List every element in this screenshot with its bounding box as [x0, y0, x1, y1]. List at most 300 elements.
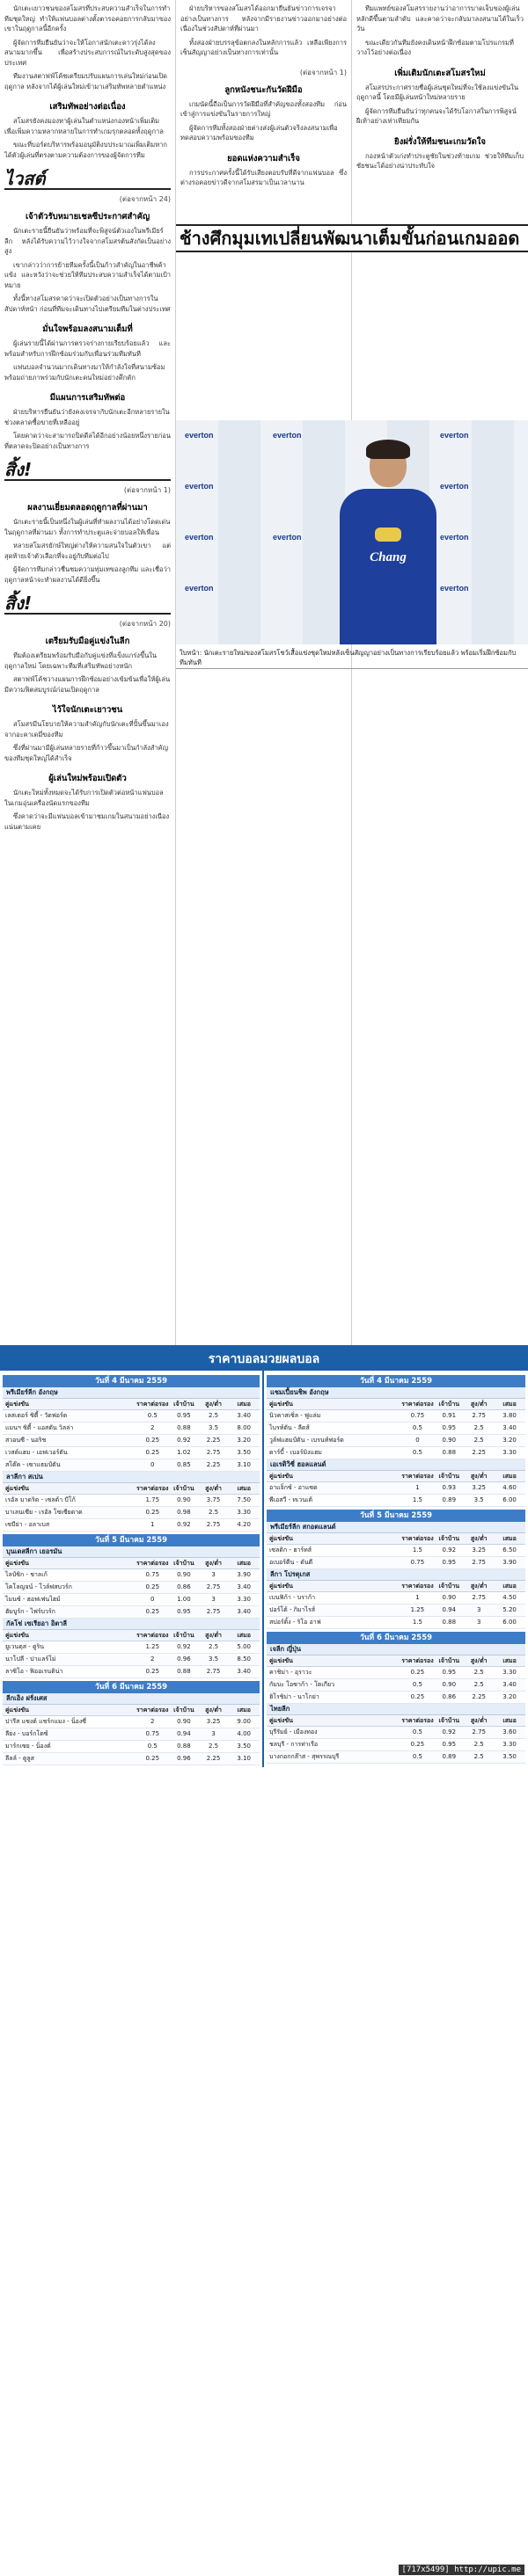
sponsor-logo-icon	[375, 528, 401, 542]
over-under-value: 2.5	[473, 1753, 484, 1760]
odds-row	[267, 1545, 525, 1557]
odds-row	[3, 1594, 260, 1606]
odds-column-left	[0, 1371, 264, 1767]
draw-odds: 6.00	[502, 1619, 517, 1626]
handicap-value: 0.25	[145, 1755, 160, 1762]
odds-row	[267, 1423, 525, 1435]
subheading: มีแผนการเสริมทัพต่อ	[49, 393, 126, 403]
home-odds: 1.00	[177, 1596, 191, 1603]
home-odds: 0.95	[442, 1559, 457, 1566]
odds-row	[267, 1435, 525, 1447]
draw-odds: 3.20	[502, 1437, 517, 1444]
header-over-under: สูง/ต่ำ	[470, 1657, 488, 1664]
subheading: ไว้ใจนักเตะเยาวชน	[52, 705, 123, 715]
draw-odds: 3.60	[502, 1728, 517, 1736]
over-under-value: 3	[476, 1619, 481, 1626]
home-odds: 0.92	[442, 1546, 457, 1554]
body-paragraph: ซึ่งคาดว่าจะมีแฟนบอลเข้ามาชมเกมในสนามอย่างเนืองแน่นตามเคย	[4, 812, 170, 831]
match-name: ไบรท์ตัน - ลีดส์	[269, 1424, 310, 1431]
draw-odds: 4.50	[502, 1594, 517, 1601]
match-name: พีเอสวี - ทเวนเต้	[269, 1496, 313, 1503]
article-block	[356, 135, 524, 171]
body-paragraph: นักเตะรายนี้ยืนยันว่าพร้อมที่จะพิสูจน์ตัวเองในพรีเมียร์ลีก หลังได้รับความไว้วางใจจากสโมสรต้นสังกัดเป็นอย่างสูง	[4, 227, 171, 255]
player-hair	[366, 440, 410, 459]
odds-table-header	[267, 1533, 525, 1545]
odds-title: ราคาบอลมวยผลบอล	[0, 1348, 528, 1371]
header-draw: เสมอ	[502, 1657, 517, 1664]
body-paragraph: การประกาศครั้งนี้ได้รับเสียงตอบรับที่ดีจากแฟนบอล ซึ่งต่างรอคอยข่าวดีจากสโมสรมาเป็นเวลานาน	[180, 168, 347, 186]
header-draw: เสมอ	[502, 1535, 517, 1542]
header-match: คู่แข่งขัน	[5, 1632, 29, 1639]
article-column-middle	[176, 0, 352, 1345]
header-home: เจ้าบ้าน	[438, 1401, 460, 1408]
body-paragraph: ผู้จัดการทีมทั้งสองฝ่ายต่างส่งผู้เล่นตัวจริงลงสนามเพื่อทดสอบความพร้อมของทีม	[180, 123, 338, 142]
home-odds: 0.88	[177, 1743, 191, 1750]
odds-row	[3, 1728, 260, 1741]
over-under-value: 2.5	[473, 1669, 484, 1676]
home-odds: 0.98	[177, 1509, 191, 1516]
match-name: เวสต์แฮม - เอฟเวอร์ตัน	[5, 1449, 68, 1456]
league-header: ลาลีกา สเปน	[3, 1472, 260, 1483]
match-name: เซลติก - ฮาร์ทส์	[269, 1546, 312, 1554]
match-name: บุรีรัมย์ - เมืองทอง	[269, 1728, 318, 1736]
body-paragraph: ผู้จัดการทีมยืนยันว่าทุกคนจะได้รับโอกาสในการพิสูจน์ฝีเท้าอย่างเท่าเทียมกัน	[356, 106, 517, 125]
home-odds: 0.93	[442, 1484, 457, 1491]
handicap-value: 2	[150, 1718, 155, 1725]
odds-row	[3, 1447, 260, 1459]
header-home: เจ้าบ้าน	[438, 1473, 460, 1480]
body-paragraph: หลายสโมสรยักษ์ใหญ่ต่างให้ความสนใจในตัวเขา แต่สุดท้ายเจ้าตัวเลือกที่จะอยู่กับทีมต่อไป	[4, 542, 171, 560]
home-odds: 0.94	[442, 1606, 457, 1613]
handicap-value: 0.75	[410, 1559, 425, 1566]
home-odds: 0.90	[177, 1718, 191, 1725]
header-draw: เสมอ	[502, 1473, 517, 1480]
header-handicap: ราคาต่อรอง	[136, 1706, 169, 1714]
odds-row	[267, 1667, 525, 1679]
draw-odds: 3.90	[502, 1559, 517, 1566]
draw-odds: 3.80	[502, 1412, 517, 1419]
over-under-value: 2.25	[206, 1461, 221, 1468]
body-paragraph: สตาฟฟ์โค้ชวางแผนการฝึกซ้อมอย่างเข้มข้นเพื่อให้ผู้เล่นมีความฟิตสมบูรณ์ก่อนเปิดฤดูกาล	[4, 675, 171, 694]
odds-table-header	[3, 1483, 260, 1495]
home-odds: 0.90	[442, 1681, 457, 1688]
handicap-value: 0.25	[145, 1668, 160, 1675]
header-match: คู่แข่งขัน	[269, 1401, 293, 1408]
article-block	[180, 67, 347, 143]
article-block	[4, 4, 171, 91]
handicap-value: 1.75	[145, 1496, 160, 1503]
over-under-value: 3.5	[208, 1424, 219, 1431]
odds-row	[267, 1739, 525, 1751]
league-header: เจลีก ญี่ปุ่น	[267, 1644, 525, 1655]
handicap-value: 0.25	[145, 1509, 160, 1516]
over-under-value: 2.5	[208, 1743, 219, 1750]
sponsor-wall-logo: everton	[185, 584, 214, 593]
header-match: คู่แข่งขัน	[269, 1583, 293, 1590]
header-over-under: สูง/ต่ำ	[470, 1535, 488, 1542]
continuation-note: (ต่อจากหน้า 1)	[299, 68, 347, 76]
match-name: เลสเตอร์ ซิตี้ - วัตฟอร์ด	[5, 1412, 68, 1419]
odds-row	[267, 1557, 525, 1569]
odds-row	[3, 1495, 260, 1507]
subheading: มั่นใจพร้อมลงสนามเต็มที่	[42, 324, 133, 334]
subheading: เตรียมรับมือคู่แข่งในลีก	[45, 637, 130, 646]
over-under-value: 3	[211, 1596, 216, 1603]
match-name: นาโปลี - ปาแลร์โม่	[5, 1655, 56, 1663]
odds-table-header	[267, 1471, 525, 1482]
match-name: เซบีย่า - อลาเบส	[5, 1521, 50, 1528]
header-over-under: สูง/ต่ำ	[205, 1632, 222, 1639]
player-photo	[176, 420, 528, 644]
over-under-value: 2.75	[472, 1412, 486, 1419]
odds-row	[3, 1435, 260, 1447]
handicap-value: 0.5	[412, 1753, 422, 1760]
draw-odds: 3.10	[237, 1755, 251, 1762]
odds-row	[3, 1654, 260, 1666]
sponsor-wall-logo: everton	[440, 431, 469, 440]
draw-odds: 3.20	[502, 1693, 517, 1700]
header-home: เจ้าบ้าน	[438, 1583, 460, 1590]
date-bar: วันที่ 4 มีนาคม 2559	[267, 1375, 525, 1387]
odds-row	[3, 1507, 260, 1519]
odds-table-header	[3, 1399, 260, 1410]
home-odds: 0.90	[177, 1571, 191, 1578]
body-paragraph: นักเตะรายนี้เป็นหนึ่งในผู้เล่นที่ทำผลงานได้อย่างโดดเด่นในฤดูกาลที่ผ่านมา ทั้งการทำประตูและจ่ายบอลให้เพื่อน	[4, 518, 171, 536]
article-block	[4, 772, 171, 832]
header-match: คู่แข่งขัน	[5, 1485, 29, 1492]
handicap-value: 0.75	[145, 1571, 160, 1578]
header-home: เจ้าบ้าน	[173, 1706, 194, 1714]
header-handicap: ราคาต่อรอง	[136, 1401, 169, 1408]
handicap-value: 0	[150, 1596, 155, 1603]
header-match: คู่แข่งขัน	[269, 1657, 293, 1664]
header-match: คู่แข่งขัน	[269, 1473, 293, 1480]
draw-odds: 3.30	[502, 1449, 517, 1456]
over-under-value: 2.25	[472, 1693, 486, 1700]
draw-odds: 3.50	[502, 1753, 517, 1760]
body-paragraph: ขณะที่บอร์ดบริหารพร้อมอนุมัติงบประมาณเพิ่มเติมหากได้ตัวผู้เล่นที่ตรงตามความต้องการของผู้จัดการทีม	[4, 141, 167, 159]
body-paragraph: ฝ่ายบริหารยืนยันว่ายังคงเจรจากับนักเตะอีกหลายรายในช่วงตลาดซื้อขายที่เหลืออยู่	[4, 408, 170, 426]
header-draw: เสมอ	[237, 1401, 251, 1408]
over-under-value: 2.25	[472, 1449, 486, 1456]
subheading: เพิ่มเติมนักเตะสโมสรใหม่	[394, 68, 486, 78]
home-odds: 0.95	[177, 1412, 191, 1419]
header-match: คู่แข่งขัน	[5, 1401, 29, 1408]
date-bar: วันที่ 6 มีนาคม 2559	[3, 1681, 260, 1693]
date-bar: วันที่ 6 มีนาคม 2559	[267, 1632, 525, 1644]
header-handicap: ราคาต่อรอง	[401, 1583, 434, 1590]
over-under-value: 2.5	[208, 1412, 219, 1419]
article-block	[4, 323, 171, 382]
match-name: ฮิโรชิม่า - นาโกย่า	[269, 1693, 319, 1700]
header-home: เจ้าบ้าน	[173, 1560, 194, 1567]
subheading: ผลงานเยี่ยมตลอดฤดูกาลที่ผ่านมา	[27, 503, 148, 513]
article-block	[180, 152, 347, 188]
home-odds: 0.95	[177, 1608, 191, 1615]
league-header: พรีเมียร์ลีก อังกฤษ	[3, 1387, 260, 1399]
draw-odds: 5.00	[237, 1643, 251, 1650]
match-name: สวอนซี - นอริช	[5, 1437, 47, 1444]
article-block	[4, 703, 171, 763]
draw-odds: 9.00	[237, 1718, 251, 1725]
odds-table-header	[3, 1705, 260, 1716]
header-home: เจ้าบ้าน	[173, 1632, 194, 1639]
match-name: ไมนซ์ - ฮอฟเฟนไฮม์	[5, 1596, 61, 1603]
match-name: บาเลนเซีย - เรอัล โซเซียดาด	[5, 1509, 83, 1516]
handicap-value: 0.25	[145, 1583, 160, 1590]
header-over-under: สูง/ต่ำ	[205, 1706, 222, 1714]
article-block	[356, 67, 524, 127]
header-over-under: สูง/ต่ำ	[470, 1583, 488, 1590]
match-name: อาแจ็กซ์ - อาแซด	[269, 1484, 318, 1491]
league-header: ลีกเอิง ฝรั่งเศส	[3, 1693, 260, 1705]
home-odds: 0.90	[177, 1496, 191, 1503]
match-name: แมนฯ ซิตี้ - แอสตัน วิลล่า	[5, 1424, 74, 1431]
match-name: ฮัมบูร์ก - ไฟร์บวร์ก	[5, 1608, 55, 1615]
home-odds: 0.89	[442, 1753, 457, 1760]
draw-odds: 3.10	[237, 1461, 251, 1468]
body-paragraph: เขากล่าวว่าการย้ายทีมครั้งนี้เป็นก้าวสำคัญในอาชีพค้าแข้ง และหวังว่าจะช่วยให้ทีมประสบความสำเร็จได้ตามเป้าหมาย	[4, 260, 171, 289]
odds-row	[267, 1447, 525, 1459]
home-odds: 0.95	[442, 1424, 457, 1431]
article-block	[4, 100, 171, 160]
home-odds: 1.02	[177, 1449, 191, 1456]
handicap-value: 1	[415, 1484, 420, 1491]
match-name: ไลป์ซิก - ชาลเก้	[5, 1571, 48, 1578]
match-name: คาชิม่า - อุราวะ	[269, 1669, 312, 1676]
draw-odds: 8.00	[237, 1424, 251, 1431]
odds-row	[3, 1641, 260, 1654]
subheading: ยอดแห่งความสำเร็จ	[227, 153, 300, 164]
draw-odds: 3.90	[237, 1571, 251, 1578]
home-odds: 0.90	[442, 1437, 457, 1444]
match-name: เรอัล มาดริด - เซลต้า บีโก้	[5, 1496, 76, 1503]
over-under-value: 3.25	[472, 1484, 486, 1491]
header-draw: เสมอ	[237, 1632, 251, 1639]
odds-row	[3, 1569, 260, 1582]
match-name: ลาซิโอ - ฟิออเรนติน่า	[5, 1668, 63, 1675]
header-draw: เสมอ	[502, 1717, 517, 1724]
over-under-value: 2.75	[472, 1728, 486, 1736]
over-under-value: 2.5	[473, 1681, 484, 1688]
match-name: ปอร์โต้ - กิมาไรส์	[269, 1606, 316, 1613]
match-name: ชลบุรี - การท่าเรือ	[269, 1741, 319, 1748]
continuation-note: (ต่อจากหน้า 20)	[119, 620, 171, 628]
continuation-note: (ต่อจากหน้า 1)	[123, 486, 171, 494]
odds-table-header	[3, 1630, 260, 1641]
over-under-value: 2.75	[206, 1449, 221, 1456]
header-handicap: ราคาต่อรอง	[401, 1401, 434, 1408]
body-paragraph: สโมสรประกาศรายชื่อผู้เล่นชุดใหม่ที่จะใช้ลงแข่งขันในฤดูกาลนี้ โดยมีผู้เล่นหน้าใหม่หลายราย	[356, 83, 518, 101]
header-home: เจ้าบ้าน	[438, 1717, 460, 1724]
article-block	[356, 4, 524, 58]
draw-odds: 3.50	[237, 1449, 251, 1456]
league-header: ไทยลีก	[267, 1704, 525, 1715]
home-odds: 0.86	[177, 1583, 191, 1590]
header-home: เจ้าบ้าน	[173, 1485, 194, 1492]
draw-odds: 4.00	[237, 1730, 251, 1737]
main-headline: ช้างศึกมุมเทเปลี่ยนพัฒนาเต็มขั้นก่อนเกมออด	[176, 224, 528, 252]
continuation-note: (ต่อจากหน้า 24)	[119, 195, 171, 203]
section-heading: สิ้ง!	[4, 460, 171, 481]
body-paragraph: ผู้จัดการทีมยืนยันว่าจะให้โอกาสนักเตะดาวรุ่งได้ลงสนามมากขึ้น เพื่อสร้างประสบการณ์ในระดับสูงสุดของประเทศ	[4, 38, 171, 67]
draw-odds: 3.40	[502, 1681, 517, 1688]
article-column-left	[0, 0, 176, 1345]
handicap-value: 0.5	[412, 1728, 422, 1736]
draw-odds: 7.50	[237, 1496, 251, 1503]
handicap-value: 1	[150, 1521, 155, 1528]
odds-table-header	[267, 1399, 525, 1410]
over-under-value: 2.75	[206, 1668, 221, 1675]
handicap-value: 0.75	[410, 1412, 425, 1419]
odds-row	[3, 1410, 260, 1423]
draw-odds: 3.30	[237, 1596, 251, 1603]
body-paragraph: นักเตะเยาวชนของสโมสรที่ประสบความสำเร็จในการทำทีมชุดใหญ่ ทำให้แฟนบอลต่างตั้งตารอคอยการกลับมาของเขาในฤดูกาลนี้อีกครั้ง	[4, 4, 171, 33]
match-name: มาร์กเซย - น็องต์	[5, 1743, 51, 1750]
odds-row	[3, 1519, 260, 1532]
article-block	[4, 593, 171, 695]
odds-row	[267, 1617, 525, 1629]
home-odds: 0.96	[177, 1655, 191, 1663]
over-under-value: 3	[476, 1606, 481, 1613]
body-paragraph: ทีมต้องเตรียมพร้อมรับมือกับคู่แข่งที่แข็งแกร่งขึ้นในฤดูกาลใหม่ โดยเฉพาะทีมที่เสริมทัพอย่างหนัก	[4, 651, 158, 670]
sponsor-wall-logo: everton	[185, 482, 214, 491]
over-under-value: 2.75	[206, 1521, 221, 1528]
sponsor-wall-logo: everton	[273, 431, 302, 440]
handicap-value: 0	[150, 1461, 155, 1468]
over-under-value: 2.25	[206, 1437, 221, 1444]
section-heading: ไวสต์	[4, 169, 171, 190]
subheading: ลูกหนังชนะกันวัดฝีมือ	[224, 84, 303, 95]
draw-odds: 5.20	[502, 1606, 517, 1613]
draw-odds: 3.40	[237, 1412, 251, 1419]
sponsor-wall-logo: everton	[440, 533, 469, 542]
jersey-sponsor-text: Chang	[370, 550, 407, 564]
over-under-value: 2.5	[473, 1424, 484, 1431]
sponsor-wall-logo: everton	[273, 533, 302, 542]
body-paragraph: สโมสรมีนโยบายให้ความสำคัญกับนักเตะที่ปั้นขึ้นมาเองจากอะคาเดมี่ของทีม	[4, 720, 169, 739]
odds-row	[3, 1582, 260, 1594]
odds-row	[267, 1679, 525, 1692]
handicap-value: 1.25	[410, 1606, 425, 1613]
body-paragraph: ฝ่ายบริหารของสโมสรได้ออกมายืนยันข่าวการเจรจาอย่างเป็นทางการ หลังจากมีรายงานข่าวออกมาอย่างต่อเนื่องในช่วงสัปดาห์ที่ผ่านมา	[180, 4, 347, 33]
match-name: ยูเวนตุส - ตูริน	[5, 1643, 45, 1650]
date-bar: วันที่ 5 มีนาคม 2559	[3, 1534, 260, 1546]
home-odds: 0.88	[177, 1668, 191, 1675]
header-handicap: ราคาต่อรอง	[401, 1473, 434, 1480]
match-name: บางกอกกล๊าส - สุพรรณบุรี	[269, 1753, 340, 1760]
handicap-value: 0.25	[145, 1449, 160, 1456]
home-odds: 0.86	[442, 1693, 457, 1700]
draw-odds: 3.30	[502, 1741, 517, 1748]
over-under-value: 2.75	[206, 1608, 221, 1615]
handicap-value: 0.5	[412, 1449, 422, 1456]
home-odds: 0.89	[442, 1496, 457, 1503]
over-under-value: 3.25	[472, 1546, 486, 1554]
header-handicap: ราคาต่อรอง	[401, 1717, 434, 1724]
over-under-value: 2.5	[208, 1643, 219, 1650]
league-header: กัลโช่ เซเรียอา อิตาลี	[3, 1619, 260, 1630]
home-odds: 0.88	[442, 1449, 457, 1456]
draw-odds: 4.60	[502, 1484, 517, 1491]
match-name: อเบอร์ดีน - ดันดี	[269, 1559, 313, 1566]
header-match: คู่แข่งขัน	[5, 1706, 29, 1714]
handicap-value: 0.25	[410, 1693, 425, 1700]
draw-odds: 3.40	[502, 1424, 517, 1431]
draw-odds: 3.30	[502, 1669, 517, 1676]
section-heading: สิ้ง!	[4, 593, 171, 615]
over-under-value: 3.25	[206, 1718, 221, 1725]
handicap-value: 0.25	[410, 1741, 425, 1748]
match-name: ลียง - บอร์กโดซ์	[5, 1730, 48, 1737]
over-under-value: 2.5	[473, 1741, 484, 1748]
handicap-value: 0.5	[412, 1424, 422, 1431]
subheading: เสริมทัพอย่างต่อเนื่อง	[49, 102, 126, 112]
header-over-under: สูง/ต่ำ	[205, 1560, 222, 1567]
body-paragraph: ขณะเดียวกันทีมยังคงเดินหน้าฝึกซ้อมตามโปรแกรมที่วางไว้อย่างต่อเนื่อง	[356, 38, 514, 56]
over-under-value: 2.75	[472, 1594, 486, 1601]
body-paragraph: ทีมแพทย์ของสโมสรรายงานว่าอาการบาดเจ็บของผู้เล่นหลักดีขึ้นตามลำดับ และคาดว่าจะกลับมาลงสนามได้ในเร็ววัน	[356, 4, 524, 33]
match-name: ลีลล์ - ตูลูส	[5, 1755, 34, 1762]
odds-row	[3, 1716, 260, 1728]
header-handicap: ราคาต่อรอง	[136, 1632, 169, 1639]
odds-row	[267, 1592, 525, 1605]
draw-odds: 3.20	[237, 1437, 251, 1444]
odds-table-header	[267, 1715, 525, 1727]
odds-row	[267, 1692, 525, 1704]
draw-odds: 3.40	[237, 1668, 251, 1675]
handicap-value: 1.25	[145, 1643, 160, 1650]
article-column-right	[352, 0, 528, 1345]
draw-odds: 6.50	[502, 1546, 517, 1554]
handicap-value: 0.25	[145, 1437, 160, 1444]
match-name: วูล์ฟแฮมป์ตัน - เบรนท์ฟอร์ด	[269, 1437, 344, 1444]
body-paragraph: เกมนัดนี้ถือเป็นการวัดฝีมือที่สำคัญของทั้งสองทีม ก่อนเข้าสู่การแข่งขันในรายการใหญ่	[180, 99, 347, 118]
odds-column-right	[264, 1371, 528, 1767]
article-block	[180, 4, 347, 58]
header-match: คู่แข่งขัน	[269, 1717, 293, 1724]
odds-row	[267, 1410, 525, 1423]
subheading: เจ้าตัวรับหมายเชลซีประกาศสำคัญ	[25, 212, 150, 222]
header-home: เจ้าบ้าน	[438, 1535, 460, 1542]
body-paragraph: แฟนบอลจำนวนมากเดินทางมาให้กำลังใจที่สนามซ้อม พร้อมถ่ายภาพร่วมกับนักเตะคนใหม่อย่างคึกคัก	[4, 363, 165, 382]
handicap-value: 2	[150, 1424, 155, 1431]
draw-odds: 4.20	[237, 1521, 251, 1528]
sponsor-wall-logo: everton	[440, 584, 469, 593]
odds-row	[3, 1606, 260, 1619]
body-paragraph: ทั้งสองฝ่ายบรรลุข้อตกลงในหลักการแล้ว เหลือเพียงการเซ็นสัญญาอย่างเป็นทางการเท่านั้น	[180, 38, 347, 56]
odds-row	[267, 1751, 525, 1764]
handicap-value: 0.25	[410, 1669, 425, 1676]
home-odds: 0.92	[442, 1728, 457, 1736]
body-paragraph: ทีมงานสตาฟฟ์โค้ชเตรียมปรับแผนการเล่นใหม่ก่อนเปิดฤดูกาล หลังจากได้ผู้เล่นใหม่เข้ามาเสริมทัพหลายตำแหน่ง	[4, 72, 167, 91]
home-odds: 0.95	[442, 1741, 457, 1748]
odds-row	[3, 1666, 260, 1678]
header-draw: เสมอ	[237, 1706, 251, 1714]
header-over-under: สูง/ต่ำ	[205, 1401, 222, 1408]
header-match: คู่แข่งขัน	[5, 1560, 29, 1567]
subheading: ผู้เล่นใหม่พร้อมเปิดตัว	[48, 774, 127, 783]
odds-section	[0, 1345, 528, 2576]
body-paragraph: ผู้จัดการทีมกล่าวชื่นชมความทุ่มเทของลูกทีม และเชื่อว่าฤดูกาลหน้าจะทำผลงานได้ดียิ่งขึ้น	[4, 565, 171, 584]
handicap-value: 2	[150, 1655, 155, 1663]
odds-row	[3, 1423, 260, 1435]
home-odds: 0.94	[177, 1730, 191, 1737]
header-draw: เสมอ	[502, 1583, 517, 1590]
handicap-value: 1.5	[412, 1546, 422, 1554]
draw-odds: 3.40	[237, 1583, 251, 1590]
home-odds: 0.92	[177, 1521, 191, 1528]
